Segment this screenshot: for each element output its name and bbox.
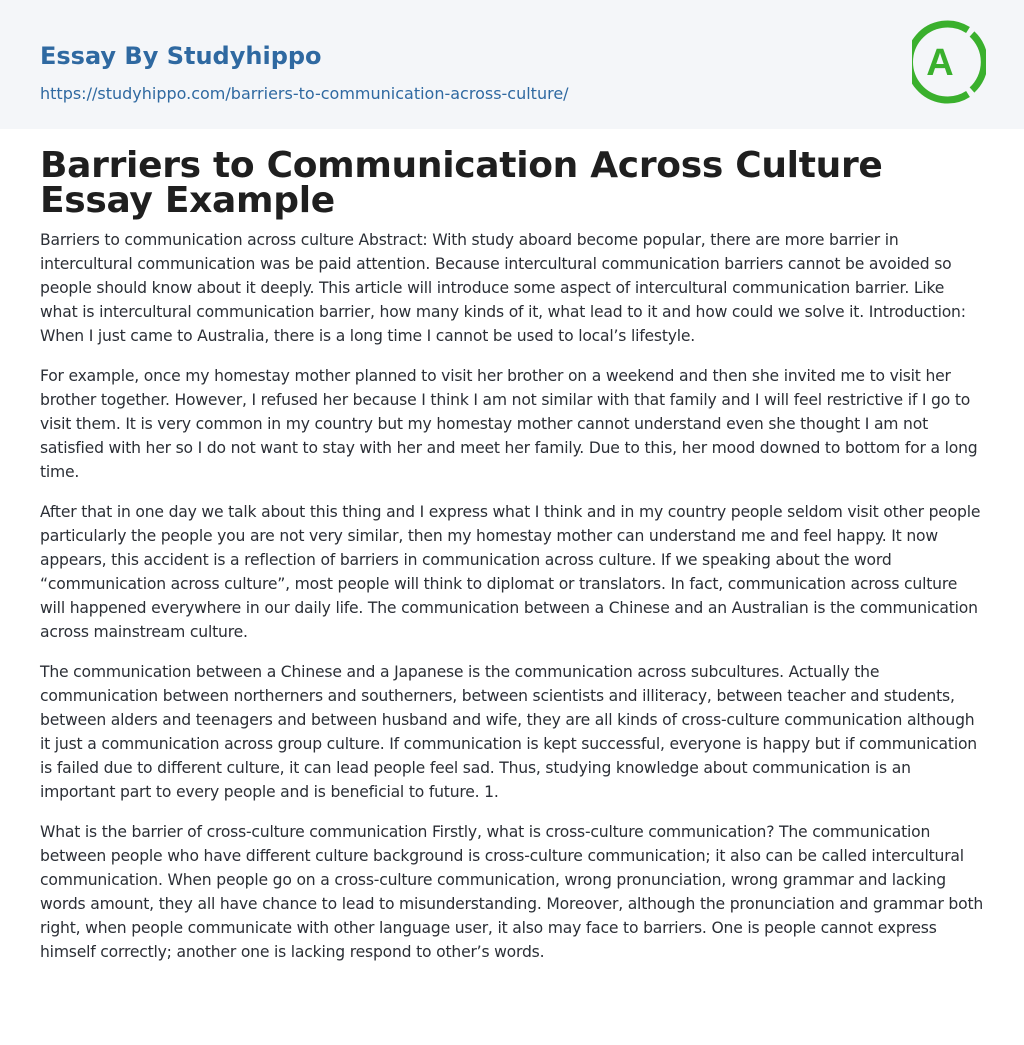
paragraph: The communication between a Chinese and a Japanese is the communication across subcultures. Actually the communication between northerners and southerners, between scientists and illiteracy, between teacher and students, between alders and teenagers and between husband and wife, they are all kinds of cross-culture communication although it just a communication across group culture. If communication is kept successful, everyone is happy but if communication is failed due to different culture, it can lead people feel sad. Thus, studying knowledge about communication is an important part to every people and is beneficial to future. 1. <box>40 663 977 801</box>
logo-letter: A <box>926 42 954 84</box>
paragraph: Barriers to communication across culture Abstract: With study aboard become popular, there are more barrier in intercultural communication was be paid attention. Because intercultural communication barriers cannot be avoided so people should know about it deeply. This article will introduce some aspect of intercultural communication barrier. Like what is intercultural communication barrier, how many kinds of it, what lead to it and how could we solve it. Introduction: When I just came to Australia, there is a long time I cannot be used to local’s lifestyle. <box>40 231 966 345</box>
source-url-link[interactable]: https://studyhippo.com/barriers-to-communication-across-culture/ <box>40 84 569 103</box>
article-body <box>40 228 986 980</box>
paragraph: What is the barrier of cross-culture communication Firstly, what is cross-culture communication? The communication between people who have different culture background is cross-culture communication; it also can be called intercultural communication. When people go on a cross-culture communication, wrong pronunciation, wrong grammar and lacking words amount, they all have chance to lead to misunderstanding. Moreover, although the pronunciation and grammar both right, when people communicate with other language user, it also may face to barriers. One is people cannot express himself correctly; another one is lacking respond to other’s words. <box>40 823 984 961</box>
paragraph: For example, once my homestay mother planned to visit her brother on a weekend and then she invited me to visit her brother together. However, I refused her because I think I am not similar with that family and I will feel restrictive if I go to visit them. It is very common in my country but my homestay mother cannot understand even she thought I am not satisfied with her so I do not want to stay with her and meet her family. Due to this, her mood downed to bottom for a long time. <box>40 367 978 481</box>
paragraph: After that in one day we talk about this thing and I express what I think and in my country people seldom visit other people particularly the people you are not very similar, then my homestay mother can understand me and feel happy. It now appears, this accident is a reflection of barriers in communication across culture. If we speaking about the word “communication across culture”, most people will think to diplomat or translators. In fact, communication across culture will happened everywhere in our daily life. The communication between a Chinese and an Australian is the communication across mainstream culture. <box>40 503 981 641</box>
brand-title[interactable]: Essay By Studyhippo <box>40 42 322 70</box>
page-title: Barriers to Communication Across Culture Essay Example <box>40 145 883 221</box>
